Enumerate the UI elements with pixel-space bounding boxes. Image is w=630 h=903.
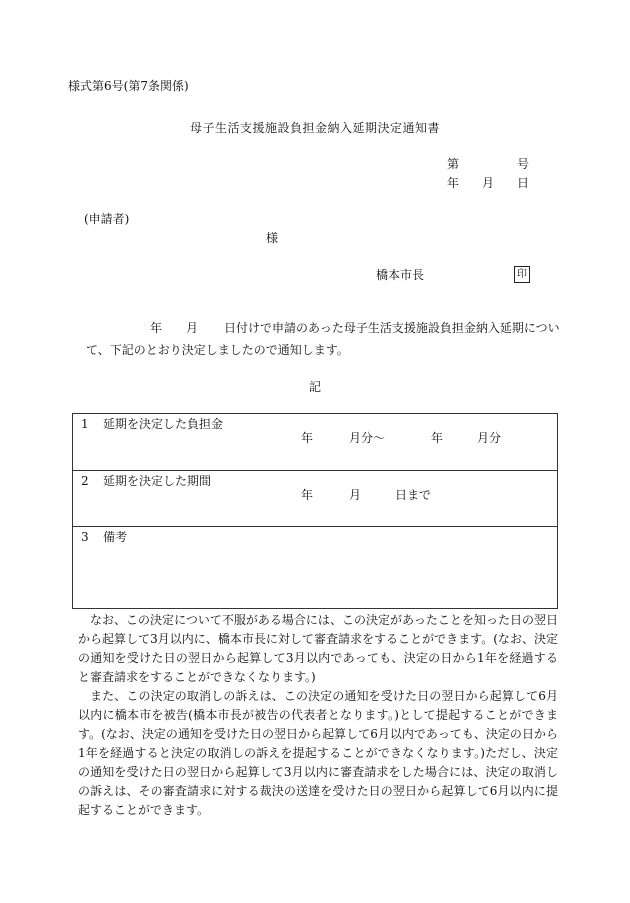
issuer-label: 橋本市長 (376, 268, 425, 282)
doc-number-dai: 第 (447, 157, 460, 171)
row-label: 延期を決定した負担金 (103, 417, 224, 431)
body-month: 月 (186, 321, 199, 335)
body-year: 年 (150, 321, 163, 335)
charge-from-year: 年 (301, 431, 314, 445)
row-number: 2 (81, 474, 89, 488)
ki-heading: 記 (308, 380, 321, 394)
doc-number-go: 号 (517, 157, 530, 171)
period-day: 日まで (395, 488, 432, 502)
applicant-label: (申請者) (84, 212, 130, 226)
row-number: 3 (81, 530, 89, 544)
date-day: 日 (517, 176, 530, 190)
date-year: 年 (447, 176, 460, 190)
charge-to-year: 年 (431, 431, 444, 445)
body-line-2: て、下記のとおり決定しましたので通知します。 (86, 343, 349, 357)
period-year: 年 (301, 488, 314, 502)
charge-from-month: 月分〜 (349, 431, 386, 445)
form-number: 様式第6号(第7条関係) (68, 79, 189, 93)
body-line-1-text: 日付けで申請のあった母子生活支援施設負担金納入延期につい (224, 321, 560, 335)
row-number: 1 (81, 417, 89, 431)
row-label: 備考 (103, 530, 128, 544)
date-month: 月 (482, 176, 495, 190)
period-month: 月 (349, 488, 362, 502)
seal-icon: 印 (514, 266, 530, 283)
lawsuit-notice-paragraph: また、この決定の取消しの訴えは、この決定の通知を受けた日の翌日から起算して6月以内に橋本市を被告(橋本市長が被告の代表者となります。)として提起することができます。(なお、決定の通知を受けた日の翌日から起算して6月以内であっても、決定の日から1年を経過すると決定の取消しの訴えを提起することができなくなります。)ただし、決定の通知を受けた日の翌日から起算して3月以内に審査請求をした場合には、決定の取消しの訴えは、その審査請求に対する裁決の送達を受けた日の翌日から起算して6月以内に提起することができます。 (78, 689, 558, 817)
decision-table (72, 413, 558, 609)
appeal-notice-paragraph: なお、この決定について不服がある場合には、この決定があったことを知った日の翌日から起算して3月以内に、橋本市長に対して審査請求をすることができます。(なお、決定の通知を受けた日の翌日から起算して3月以内であっても、決定の日から1年を経過すると審査請求をすることができなくなります。) (78, 613, 558, 684)
document-title: 母子生活支援施設負担金納入延期決定通知書 (189, 121, 440, 135)
table-row-remarks (73, 527, 557, 608)
row-label: 延期を決定した期間 (103, 474, 212, 488)
applicant-sama: 様 (266, 231, 279, 245)
table-row-deferred-charge (73, 414, 557, 471)
charge-to-month: 月分 (477, 431, 502, 445)
table-row-deferred-period (73, 471, 557, 527)
